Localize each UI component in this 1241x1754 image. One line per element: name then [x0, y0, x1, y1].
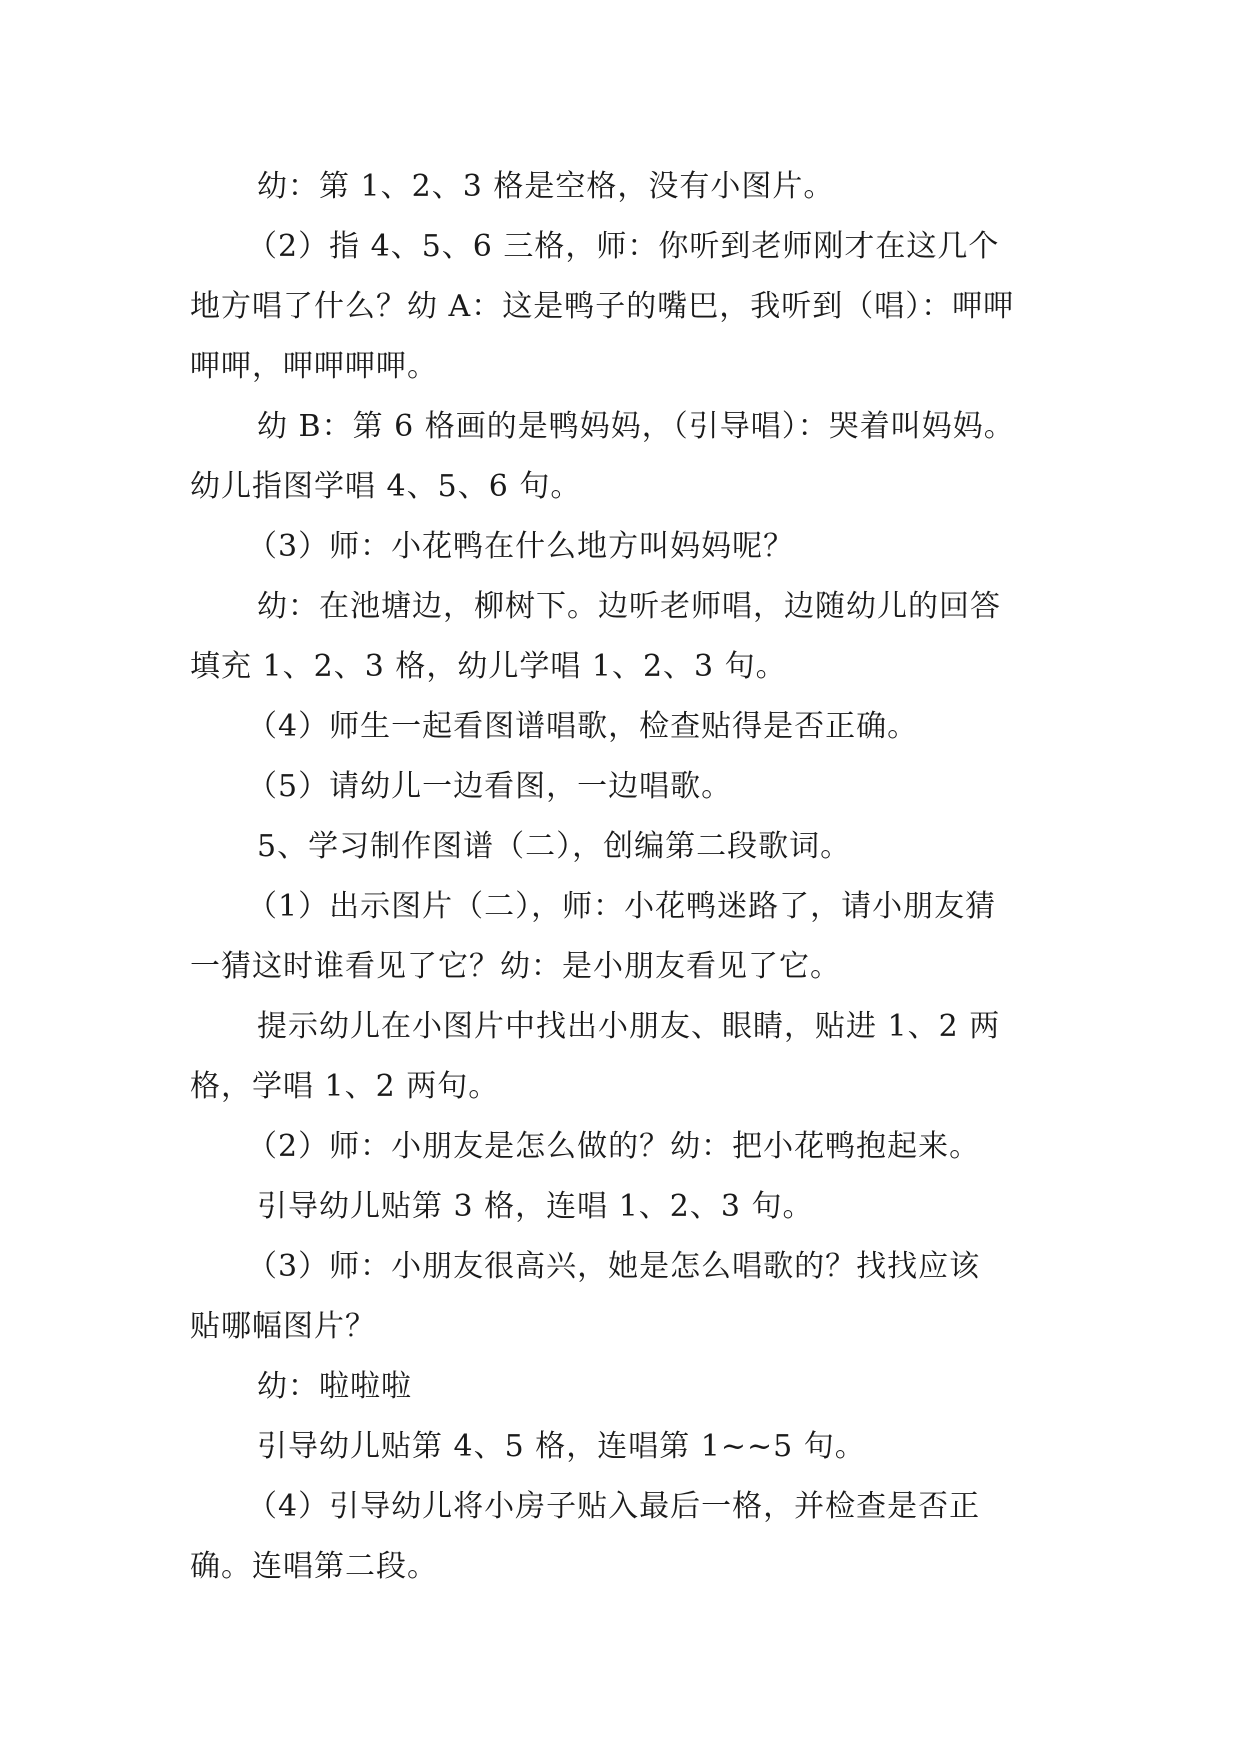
text-line: 幼：啦啦啦	[257, 1369, 412, 1404]
text-line: 一猜这时谁看见了它？幼：是小朋友看见了它。	[190, 949, 841, 984]
text-line: 格，学唱 1、2 两句。	[190, 1069, 500, 1104]
text-line: （3）师：小朋友很高兴，她是怎么唱歌的？找找应该	[247, 1249, 981, 1284]
text-line: 幼：在池塘边，柳树下。边听老师唱，边随幼儿的回答	[257, 589, 1001, 624]
text-line: （5）请幼儿一边看图，一边唱歌。	[247, 769, 733, 804]
text-line: 提示幼儿在小图片中找出小朋友、眼睛，贴进 1、2 两	[257, 1009, 1001, 1044]
text-line: 引导幼儿贴第 3 格，连唱 1、2、3 句。	[257, 1189, 814, 1224]
text-line: 幼儿指图学唱 4、5、6 句。	[190, 469, 582, 504]
text-line: 贴哪幅图片？	[190, 1309, 376, 1344]
text-line: （4）师生一起看图谱唱歌，检查贴得是否正确。	[247, 709, 919, 744]
text-line: 确。连唱第二段。	[190, 1549, 438, 1584]
section-heading: 5、学习制作图谱（二），创编第二段歌词。	[257, 829, 852, 864]
text-line: （4）引导幼儿将小房子贴入最后一格，并检查是否正	[247, 1489, 981, 1524]
text-line: （2）指 4、5、6 三格，师：你听到老师刚才在这几个	[247, 229, 1000, 264]
text-line: （3）师：小花鸭在什么地方叫妈妈呢？	[247, 529, 795, 564]
text-line: 幼：第 1、2、3 格是空格，没有小图片。	[257, 169, 835, 204]
text-line: （2）师：小朋友是怎么做的？幼：把小花鸭抱起来。	[247, 1129, 981, 1164]
text-line: 呷呷，呷呷呷呷。	[190, 349, 438, 384]
text-line: 幼 B：第 6 格画的是鸭妈妈，（引导唱）：哭着叫妈妈。	[257, 409, 1015, 444]
text-line: （1）出示图片（二），师：小花鸭迷路了，请小朋友猜	[247, 889, 997, 924]
text-line: 引导幼儿贴第 4、5 格，连唱第 1~~5 句。	[257, 1429, 866, 1464]
text-line: 地方唱了什么？幼 A：这是鸭子的嘴巴，我听到（唱）：呷呷	[190, 289, 1015, 324]
text-line: 填充 1、2、3 格，幼儿学唱 1、2、3 句。	[190, 649, 787, 684]
